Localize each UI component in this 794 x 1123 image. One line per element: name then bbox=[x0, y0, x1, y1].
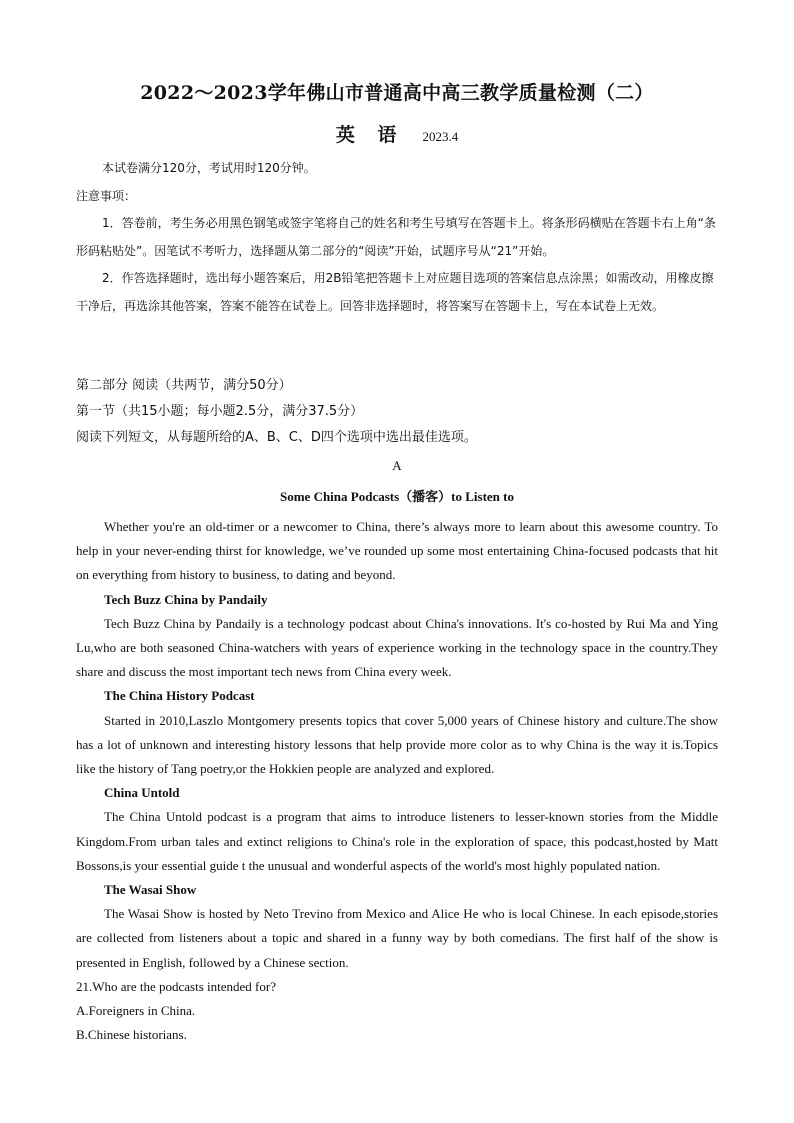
podcast-text: The China Untold podcast is a program that aims to introduce listeners to lesser-known stories from the Middle Kingdom.From urban tales and extinct religions to China's role in the exploration of space, this podcast,hosted by Matt Bossons,is your essential guide t the unusual and wonderful aspects of the world's most highly populated nation. bbox=[76, 809, 718, 873]
question-option-a: A.Foreigners in China. bbox=[76, 1003, 196, 1019]
podcast-text: The Wasai Show is hosted by Neto Trevino from Mexico and Alice He who is local Chinese. In each episode,stories are collected from listeners about a topic and shared in a funny way by both comedians. The first half of the show is presented in English, followed by a Chinese section. bbox=[76, 906, 718, 970]
podcast-heading: The Wasai Show bbox=[104, 882, 197, 898]
exam-notice bbox=[76, 155, 720, 320]
passage-label: A bbox=[392, 458, 402, 473]
subject-line bbox=[0, 120, 794, 147]
notice-score-time: 本试卷满分120分，考试用时120分钟。 bbox=[102, 161, 316, 175]
question-stem: 21.Who are the podcasts intended for? bbox=[76, 978, 276, 994]
passage-title: Some China Podcasts（播客）to Listen to bbox=[279, 489, 514, 504]
part-title: 第二部分 阅读（共两节，满分50分） bbox=[76, 378, 292, 393]
subject-name: 英 语 bbox=[335, 124, 405, 146]
question-option-b: B.Chinese historians. bbox=[76, 1027, 187, 1043]
notice-item-2: 2．作答选择题时，选出每小题答案后，用2B铅笔把答题卡上对应题目选项的答案信息点涂黑；如需改动，用橡皮擦干净后，再选涂其他答案，答案不能答在试卷上。回答非选择题时，将答案写在答题卡上，写在本试卷上无效。 bbox=[76, 271, 714, 313]
podcast-text: Tech Buzz China by Pandaily is a technology podcast about China's innovations. It's co-hosted by Rui Ma and Ying Lu,who are both seasoned China-watchers with years of experience working in the technology space in the country.They share and discuss the most important tech news from China every week. bbox=[76, 615, 718, 680]
section-header bbox=[76, 373, 720, 451]
notice-item-1: 1．答卷前，考生务必用黑色钢笔或签字笔将自己的姓名和考生号填写在答题卡上。将条形码横贴在答题卡右上角“条形码粘贴处”。因笔试不考听力，选择题从第二部分的“阅读”开始，试题序号从“21”开始。 bbox=[76, 216, 716, 258]
passage-body bbox=[76, 515, 718, 1047]
passage-intro: Whether you're an old-timer or a newcomer to China, there’s always more to learn about this awesome country. To help in your never-ending thirst for knowledge, we’ve rounded up some most entertaining China-focused podcasts that hit on everything from history to business, to dating and beyond. bbox=[76, 519, 718, 583]
exam-title: 2022～2023学年佛山市普通高中高三教学质量检测（二） bbox=[140, 82, 654, 104]
notice-heading: 注意事项： bbox=[76, 188, 137, 203]
podcast-heading: Tech Buzz China by Pandaily bbox=[104, 591, 268, 607]
podcast-heading: China Untold bbox=[104, 785, 180, 801]
exam-date: 2023.4 bbox=[422, 129, 459, 144]
instruction: 阅读下列短文，从每题所给的A、B、C、D四个选项中选出最佳选项。 bbox=[76, 430, 477, 445]
podcast-heading: The China History Podcast bbox=[104, 688, 255, 704]
podcast-text: Started in 2010,Laszlo Montgomery presents topics that cover 5,000 years of Chinese history and culture.The show has a lot of unknown and interesting history lessons that help provide more color as to why China is the way it is.Topics like the history of Tang poetry,or the Hokkien people are analyzed and explored. bbox=[76, 712, 718, 777]
subsection-title: 第一节（共15小题；每小题2.5分，满分37.5分） bbox=[76, 404, 364, 419]
